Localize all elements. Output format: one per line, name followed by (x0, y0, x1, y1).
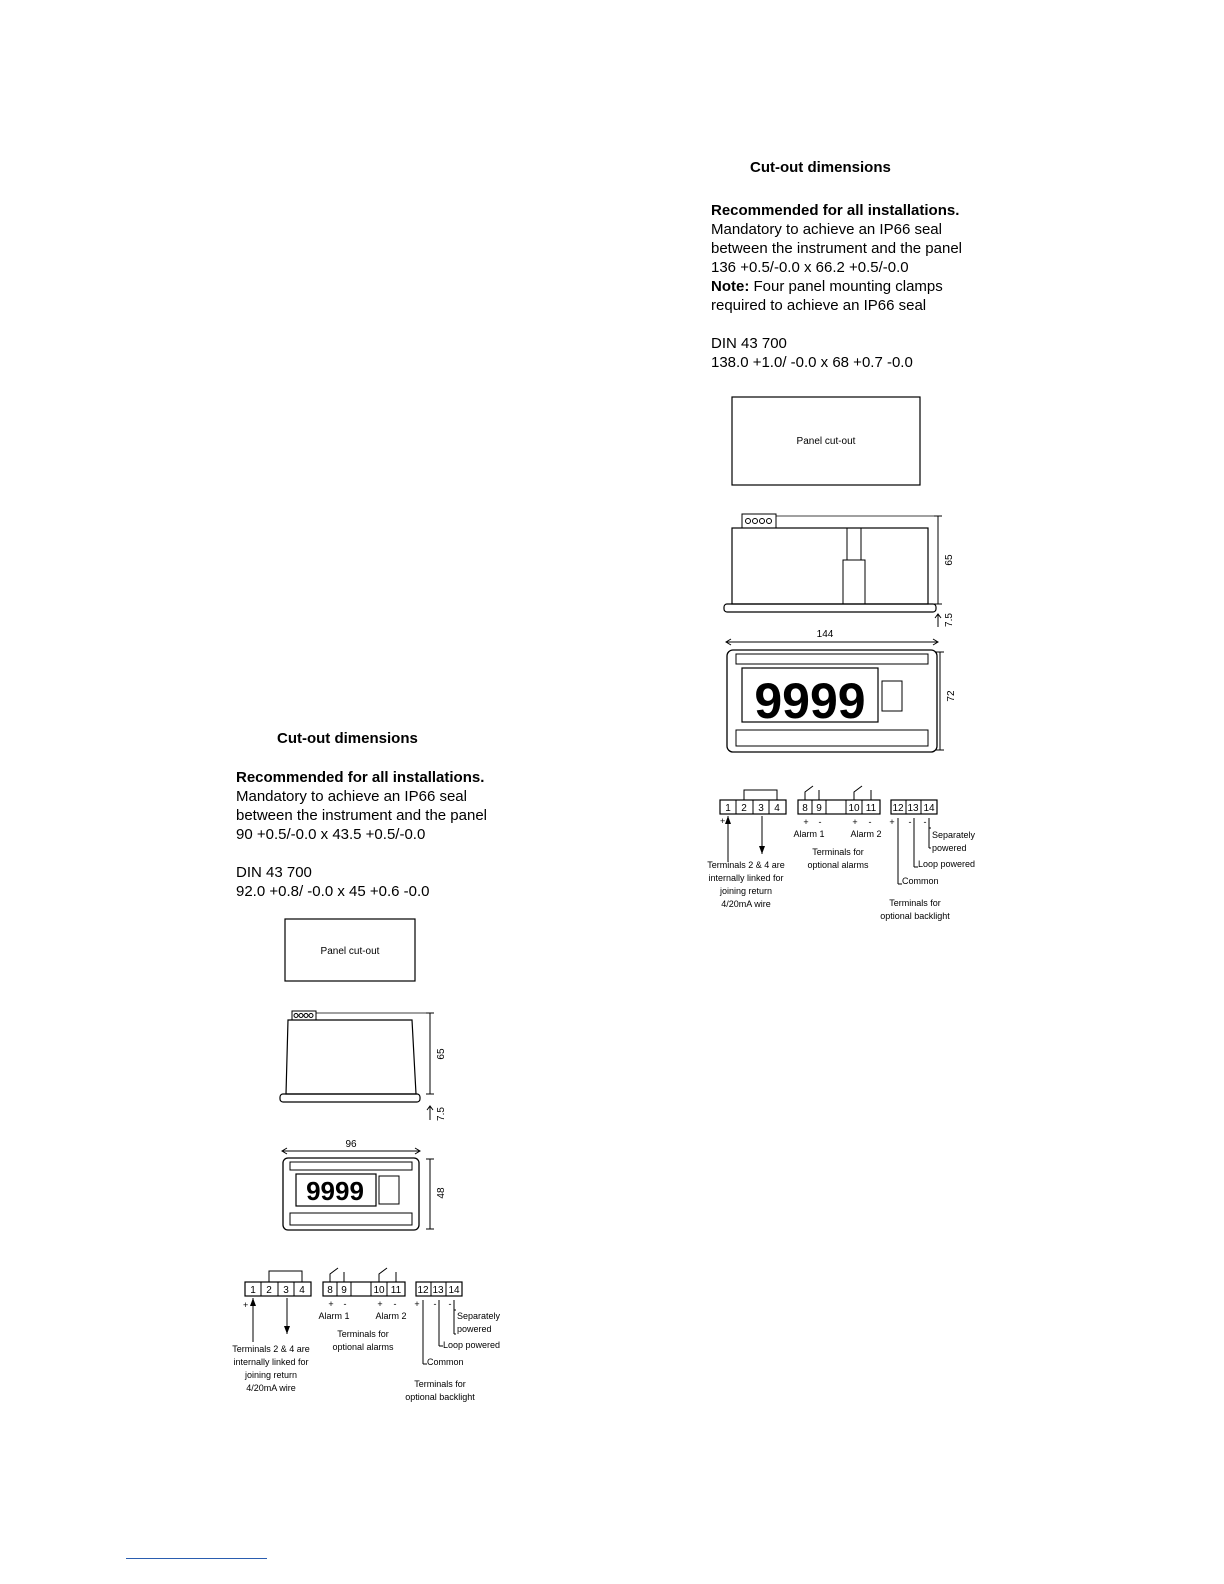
right-depth-label: 65 (944, 554, 955, 566)
left-din-label: DIN 43 700 (236, 864, 312, 881)
svg-text:optional backlight: optional backlight (405, 1392, 475, 1402)
svg-text:4/20mA wire: 4/20mA wire (246, 1383, 296, 1393)
svg-text:8: 8 (327, 1285, 333, 1296)
svg-text:8: 8 (802, 803, 808, 814)
svg-text:10: 10 (373, 1285, 385, 1296)
left-spec-text (236, 768, 487, 901)
right-bezel-label: 7.5 (944, 613, 955, 627)
svg-text:Terminals for: Terminals for (812, 847, 864, 857)
right-panel-cutout (731, 396, 921, 486)
right-cutout-label: Panel cut-out (796, 436, 856, 447)
left-display-digits: 9999 (306, 1176, 364, 1206)
svg-text:-: - (908, 817, 912, 827)
svg-text:11: 11 (390, 1285, 402, 1296)
right-recommended: Recommended for all installations. (711, 202, 960, 219)
svg-text:+: + (889, 817, 895, 827)
svg-text:Terminals for: Terminals for (889, 898, 941, 908)
right-terminal-diagram (700, 782, 990, 932)
svg-text:+: + (803, 817, 809, 827)
svg-text:+: + (852, 817, 858, 827)
right-din-dims: 138.0 +1.0/ -0.0 x 68 +0.7 -0.0 (711, 354, 913, 371)
footnote-rule (126, 1558, 267, 1559)
left-mandatory-line-2: between the instrument and the panel (236, 807, 488, 824)
left-height-label: 48 (436, 1187, 447, 1199)
right-mandatory-line-2: between the instrument and the panel (711, 240, 963, 257)
left-depth-label: 65 (436, 1048, 447, 1060)
svg-text:-: - (343, 1299, 347, 1309)
svg-text:powered: powered (457, 1324, 492, 1334)
svg-text:Terminals for: Terminals for (337, 1329, 389, 1339)
svg-text:14: 14 (448, 1285, 460, 1296)
right-width-label: 144 (816, 629, 834, 640)
svg-text:Terminals 2 & 4 are: Terminals 2 & 4 are (232, 1344, 310, 1354)
svg-text:4/20mA wire: 4/20mA wire (721, 899, 771, 909)
svg-text:optional alarms: optional alarms (332, 1342, 394, 1352)
svg-text:12: 12 (892, 803, 904, 814)
svg-text:Separately: Separately (457, 1311, 501, 1321)
svg-text:-: - (393, 1299, 397, 1309)
svg-text:1: 1 (250, 1285, 256, 1296)
svg-text:-: - (818, 817, 822, 827)
right-recommended-dims: 136 +0.5/-0.0 x 66.2 +0.5/-0.0 (711, 259, 909, 276)
right-din-label: DIN 43 700 (711, 335, 787, 352)
svg-text:-: - (448, 1299, 452, 1309)
right-note-line-1: Four panel mounting clamps (749, 278, 943, 295)
svg-text:14: 14 (923, 803, 935, 814)
svg-text:Terminals for: Terminals for (414, 1379, 466, 1389)
left-alarm2-label: Alarm 2 (375, 1311, 407, 1321)
svg-text:13: 13 (432, 1285, 444, 1296)
svg-text:joining return: joining return (244, 1370, 298, 1380)
left-bezel-label: 7.5 (436, 1107, 447, 1121)
right-height-label: 72 (946, 690, 957, 702)
svg-text:-: - (433, 1299, 437, 1309)
right-alarm1-label: Alarm 1 (793, 829, 825, 839)
right-display-digits: 9999 (754, 673, 866, 729)
svg-text:internally linked for: internally linked for (708, 873, 784, 883)
svg-text:9: 9 (341, 1285, 347, 1296)
right-note-line-2: required to achieve an IP66 seal (711, 297, 927, 314)
right-front-view (722, 626, 962, 756)
svg-text:2: 2 (741, 803, 747, 814)
svg-text:internally linked for: internally linked for (233, 1357, 309, 1367)
svg-text:Common: Common (427, 1357, 464, 1367)
right-side-view (722, 512, 962, 632)
svg-text:10: 10 (848, 803, 860, 814)
svg-text:3: 3 (758, 803, 764, 814)
left-cutout-label: Panel cut-out (320, 946, 380, 957)
svg-text:-: - (923, 817, 927, 827)
svg-text:powered: powered (932, 843, 967, 853)
svg-text:Common: Common (902, 876, 939, 886)
left-side-view (278, 1008, 448, 1128)
svg-text:1: 1 (725, 803, 731, 814)
left-width-label: 96 (345, 1139, 357, 1150)
right-section-title: Cut-out dimensions (750, 159, 891, 176)
left-alarm1-label: Alarm 1 (318, 1311, 350, 1321)
left-terminal-diagram (225, 1262, 515, 1412)
svg-text:+: + (414, 1299, 420, 1309)
left-front-view (278, 1137, 448, 1237)
svg-text:11: 11 (865, 803, 877, 814)
svg-text:9: 9 (816, 803, 822, 814)
svg-text:Separately: Separately (932, 830, 976, 840)
svg-text:optional backlight: optional backlight (880, 911, 950, 921)
svg-text:-: - (868, 817, 872, 827)
svg-text:Terminals 2 & 4 are: Terminals 2 & 4 are (707, 860, 785, 870)
left-din-dims: 92.0 +0.8/ -0.0 x 45 +0.6 -0.0 (236, 883, 430, 900)
left-recommended-dims: 90 +0.5/-0.0 x 43.5 +0.5/-0.0 (236, 826, 426, 843)
svg-text:+: + (377, 1299, 383, 1309)
svg-text:joining return: joining return (719, 886, 773, 896)
left-recommended: Recommended for all installations. (236, 769, 485, 786)
svg-text:12: 12 (417, 1285, 429, 1296)
svg-text:4: 4 (774, 803, 780, 814)
svg-text:4: 4 (299, 1285, 305, 1296)
right-spec-text (711, 201, 962, 372)
right-note-label: Note: (711, 278, 750, 295)
svg-text:+: + (243, 1300, 249, 1310)
svg-text:2: 2 (266, 1285, 272, 1296)
right-note (711, 277, 962, 296)
left-section-title: Cut-out dimensions (277, 730, 418, 747)
svg-text:Loop powered: Loop powered (918, 859, 976, 869)
svg-text:3: 3 (283, 1285, 289, 1296)
svg-text:Loop powered: Loop powered (443, 1340, 501, 1350)
svg-text:+: + (328, 1299, 334, 1309)
svg-text:13: 13 (907, 803, 919, 814)
left-mandatory-line-1: Mandatory to achieve an IP66 seal (236, 788, 467, 805)
right-alarm2-label: Alarm 2 (850, 829, 882, 839)
right-mandatory-line-1: Mandatory to achieve an IP66 seal (711, 221, 942, 238)
svg-text:optional alarms: optional alarms (807, 860, 869, 870)
svg-text:+: + (720, 816, 726, 826)
left-panel-cutout (284, 918, 416, 982)
